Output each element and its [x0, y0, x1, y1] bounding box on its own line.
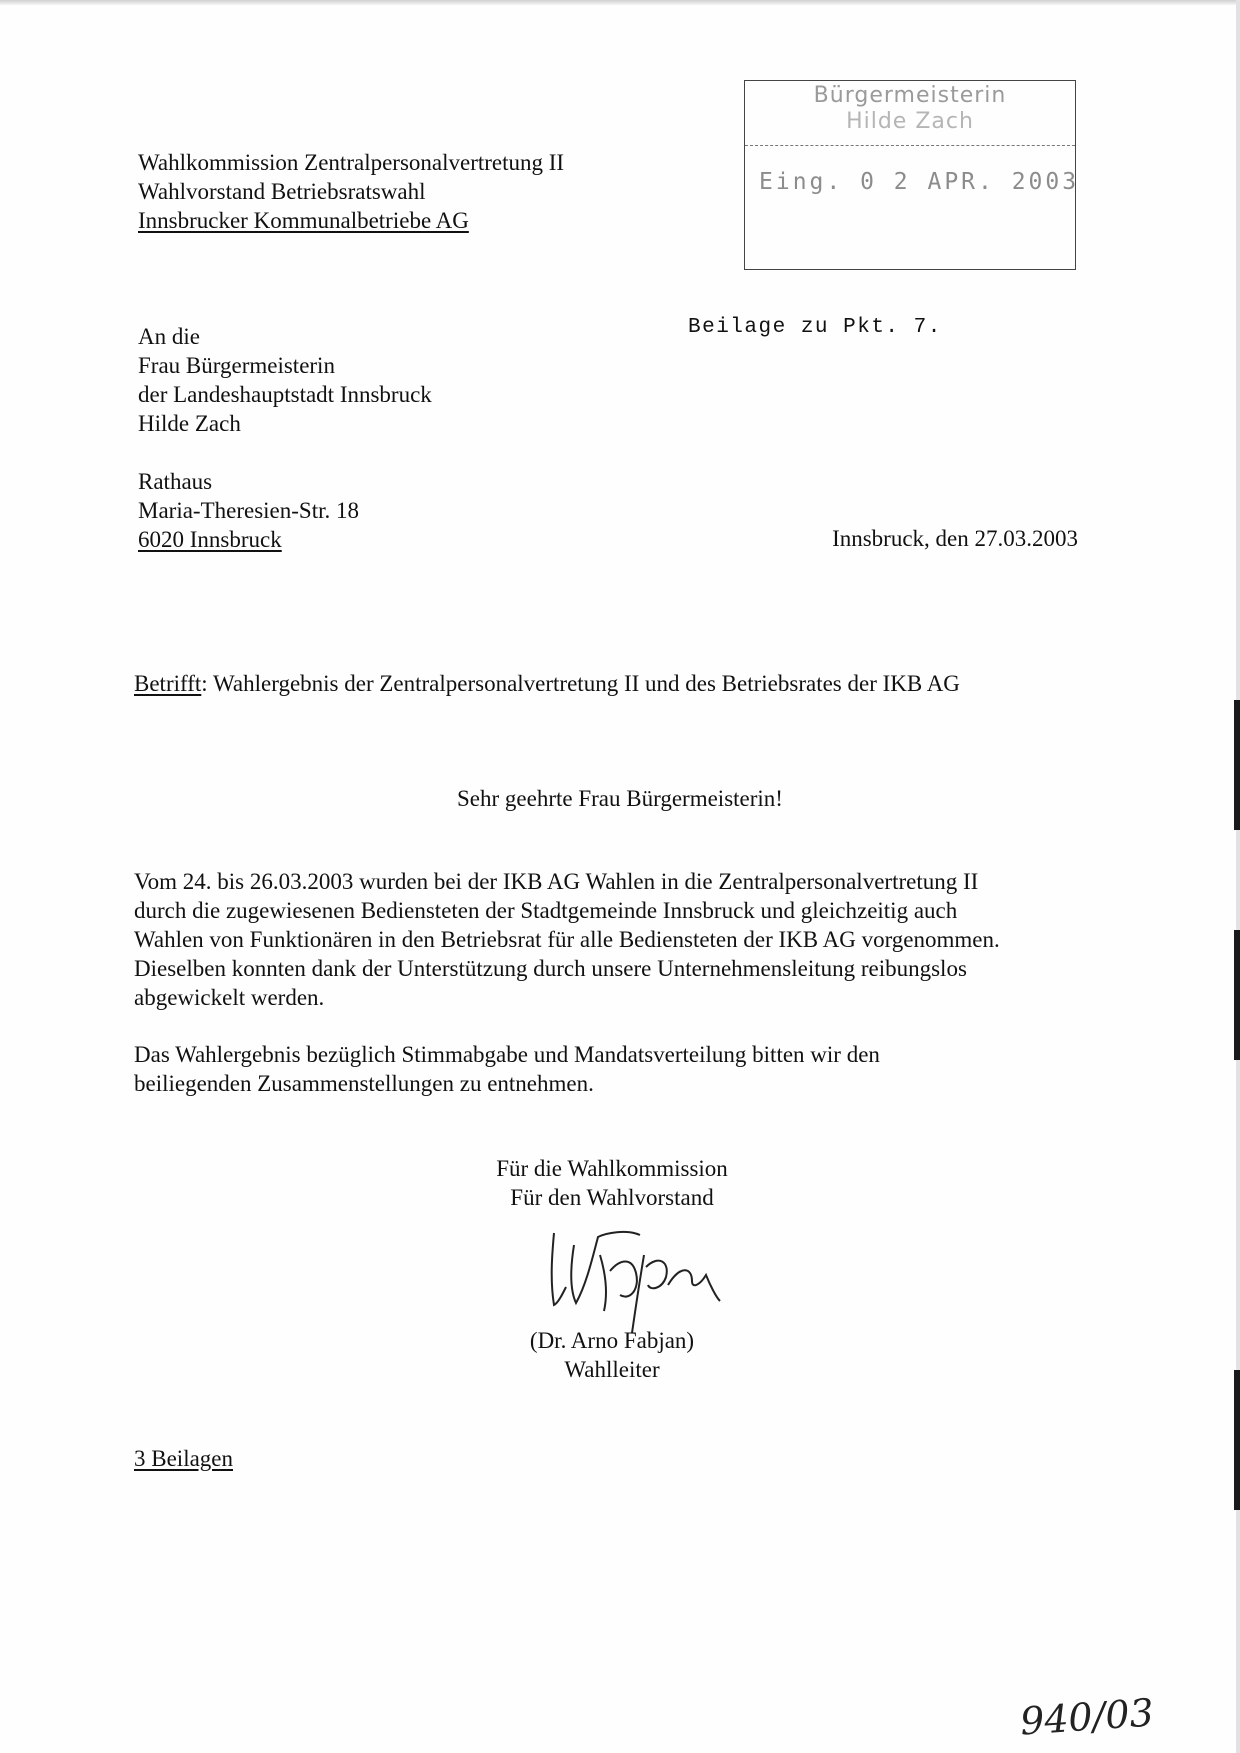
stamp-name: Hilde Zach: [846, 109, 974, 134]
signatory-role: Wahlleiter: [564, 1357, 660, 1382]
salutation: Sehr geehrte Frau Bürgermeisterin!: [457, 786, 783, 811]
closing-block: [412, 1154, 812, 1212]
scan-edge-top: [0, 0, 1240, 5]
received-stamp: [744, 80, 1080, 270]
body-line: beiliegenden Zusammenstellungen zu entnehmen.: [134, 1071, 594, 1096]
stamp-title: Bürgermeisterin: [813, 83, 1007, 108]
subject-line: [134, 669, 960, 698]
stamp-date: Eing. 0 2 APR. 2003: [759, 169, 1080, 195]
sender-block: [138, 148, 564, 235]
address-line: Rathaus: [138, 469, 213, 494]
body-line: durch die zugewiesenen Bediensteten der Stadtgemeinde Innsbruck und gleichzeitig auch: [134, 898, 958, 923]
sender-line: Wahlvorstand Betriebsratswahl: [138, 179, 426, 204]
body-line: Vom 24. bis 26.03.2003 wurden bei der IKB AG Wahlen in die Zentralpersonalvertretung II: [134, 869, 979, 894]
recipient-line: der Landeshauptstadt Innsbruck: [138, 382, 432, 407]
stamp-divider: [745, 145, 1075, 146]
recipient-line: Frau Bürgermeisterin: [138, 353, 335, 378]
recipient-block: [138, 322, 432, 438]
closing-line: Für die Wahlkommission: [496, 1156, 728, 1181]
sender-company: Innsbrucker Kommunalbetriebe AG: [138, 208, 469, 233]
signatory-block: [412, 1326, 812, 1384]
body-paragraph-2: [134, 1040, 880, 1098]
enclosure-note: Beilage zu Pkt. 7.: [688, 316, 942, 339]
address-city: 6020 Innsbruck: [138, 527, 282, 552]
body-line: abgewickelt werden.: [134, 985, 325, 1010]
recipient-line: An die: [138, 324, 200, 349]
enclosures: 3 Beilagen: [134, 1446, 233, 1471]
scan-mark: [1234, 930, 1240, 1060]
body-line: Dieselben konnten dank der Unterstützung durch unsere Unternehmensleitung reibungslos: [134, 956, 967, 981]
scan-mark: [1234, 1370, 1240, 1510]
body-paragraph-1: [134, 867, 1000, 1012]
handwritten-reference: 940/03: [1018, 1690, 1156, 1744]
signature: [540, 1215, 760, 1335]
body-line: Wahlen von Funktionären in den Betriebsrat für alle Bediensteten der IKB AG vorgenommen.: [134, 927, 1000, 952]
recipient-address: [138, 467, 359, 554]
sender-line: Wahlkommission Zentralpersonalvertretung II: [138, 150, 565, 175]
subject-text: : Wahlergebnis der Zentralpersonalvertretung II und des Betriebsrates der IKB AG: [201, 671, 960, 696]
closing-line: Für den Wahlvorstand: [510, 1185, 714, 1210]
address-line: Maria-Theresien-Str. 18: [138, 498, 359, 523]
signatory-name: (Dr. Arno Fabjan): [529, 1328, 695, 1353]
recipient-line: Hilde Zach: [138, 411, 241, 436]
subject-label: Betrifft: [134, 671, 202, 696]
body-line: Das Wahlergebnis bezüglich Stimmabgabe und Mandatsverteilung bitten wir den: [134, 1042, 880, 1067]
date-line: Innsbruck, den 27.03.2003: [832, 526, 1078, 551]
